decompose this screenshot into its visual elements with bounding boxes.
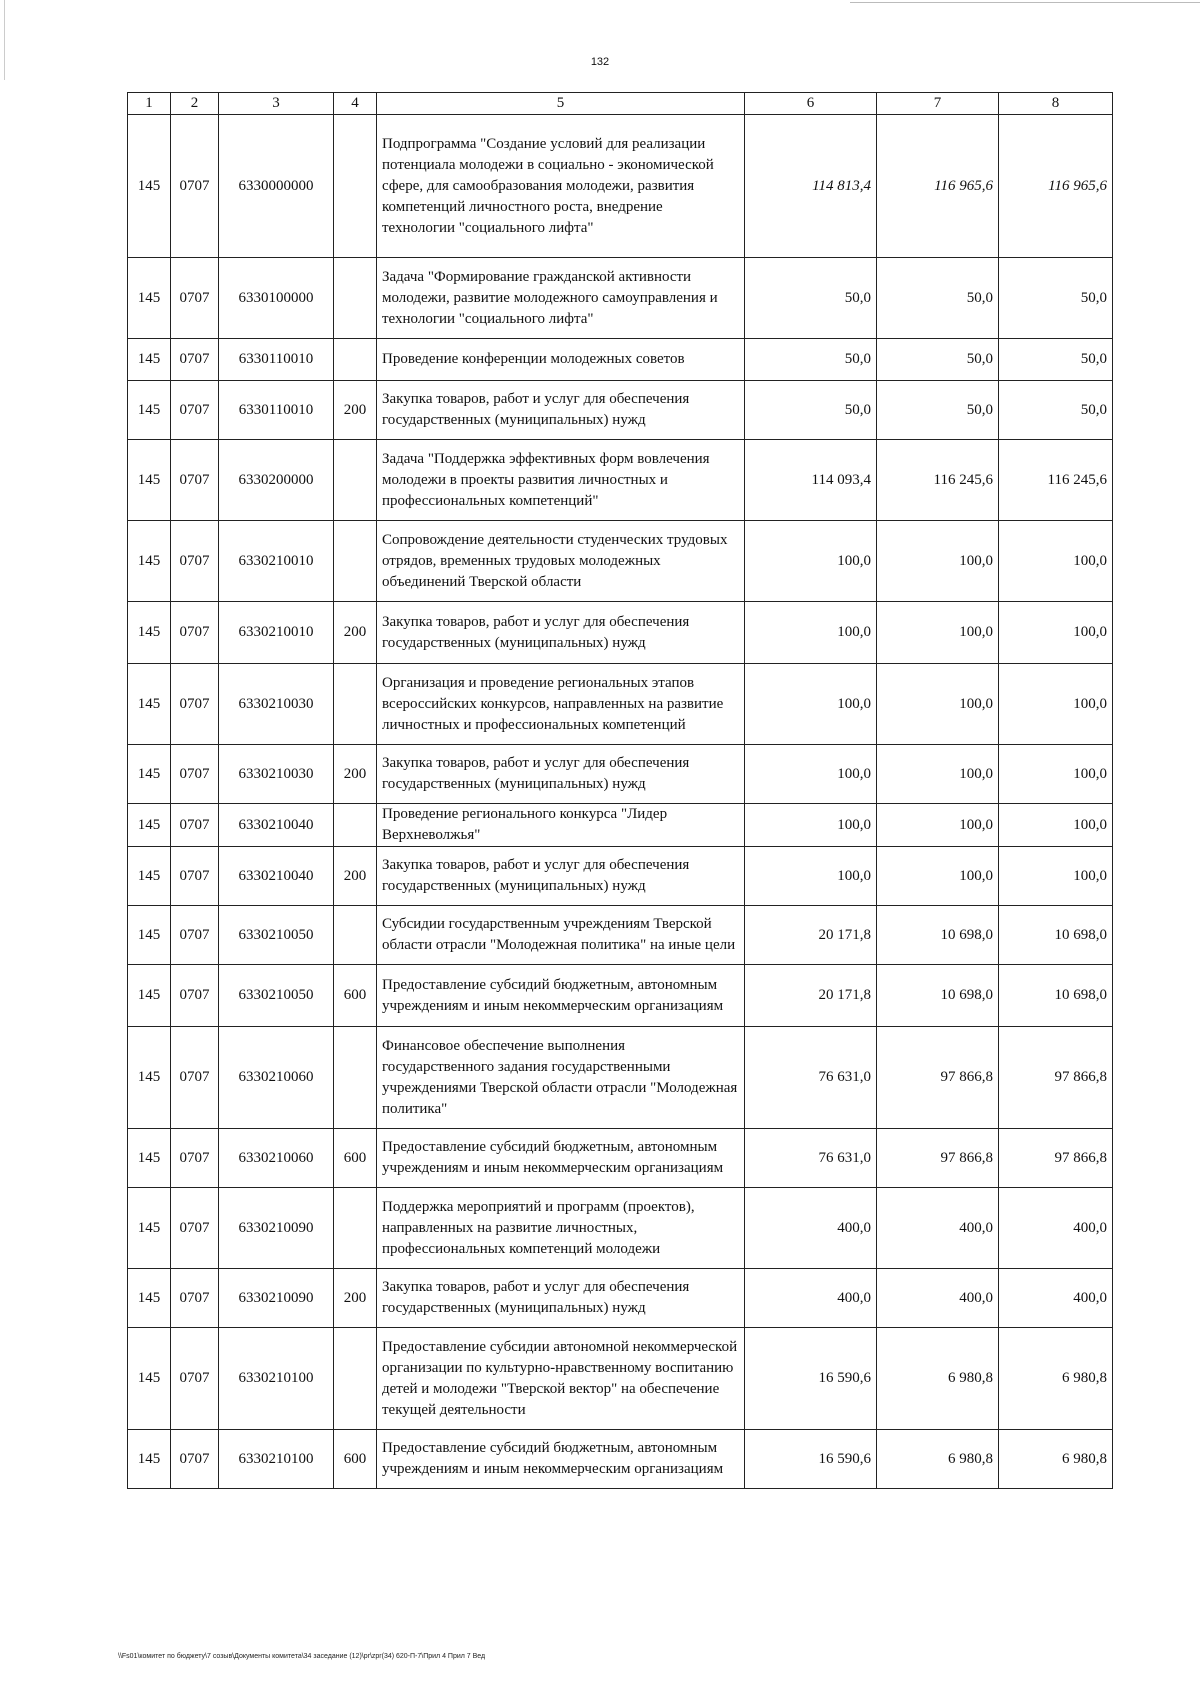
amount-year1-cell: 20 171,8 <box>745 965 877 1027</box>
amount-year2-cell: 10 698,0 <box>877 965 999 1027</box>
table-row <box>128 1129 1113 1188</box>
table-header-row <box>128 93 1113 115</box>
target-article-cell: 6330110010 <box>219 339 334 381</box>
description-cell: Закупка товаров, работ и услуг для обеспечения государственных (муниципальных) нужд <box>377 745 745 804</box>
amount-year3-cell: 6 980,8 <box>999 1328 1113 1430</box>
target-article-cell: 6330210090 <box>219 1188 334 1269</box>
section-code-cell: 0707 <box>171 115 219 258</box>
description-cell: Закупка товаров, работ и услуг для обеспечения государственных (муниципальных) нужд <box>377 381 745 440</box>
target-article-cell: 6330210040 <box>219 804 334 847</box>
description-cell: Сопровождение деятельности студенческих трудовых отрядов, временных трудовых молодежных объединений Тверской области <box>377 521 745 602</box>
amount-year3-cell: 100,0 <box>999 602 1113 664</box>
amount-year2-cell: 400,0 <box>877 1188 999 1269</box>
amount-year3-cell: 116 245,6 <box>999 440 1113 521</box>
target-article-cell: 6330210100 <box>219 1430 334 1489</box>
description-cell: Финансовое обеспечение выполнения государственного задания государственными учреждениями Тверской области отрасли "Молодежная политика" <box>377 1027 745 1129</box>
table-row <box>128 339 1113 381</box>
table-row <box>128 381 1113 440</box>
amount-year1-cell: 114 093,4 <box>745 440 877 521</box>
table-row <box>128 440 1113 521</box>
amount-year1-cell: 16 590,6 <box>745 1430 877 1489</box>
amount-year1-cell: 100,0 <box>745 602 877 664</box>
table-row <box>128 1430 1113 1489</box>
footer-file-path: \\Fs01\комитет по бюджету\7 созыв\Документы комитета\34 заседание (12)\pr\zpr(34) 620-П-7\Прил 4 Прил 7 Вед <box>118 1653 486 1660</box>
amount-year3-cell: 400,0 <box>999 1269 1113 1328</box>
amount-year1-cell: 50,0 <box>745 339 877 381</box>
section-code-cell: 0707 <box>171 804 219 847</box>
amount-year2-cell: 10 698,0 <box>877 906 999 965</box>
amount-year3-cell: 400,0 <box>999 1188 1113 1269</box>
admin-code-cell: 145 <box>128 440 171 521</box>
section-code-cell: 0707 <box>171 602 219 664</box>
table-row <box>128 1027 1113 1129</box>
target-article-cell: 6330100000 <box>219 258 334 339</box>
description-cell: Проведение регионального конкурса "Лидер Верхневолжья" <box>377 804 745 847</box>
target-article-cell: 6330210050 <box>219 906 334 965</box>
amount-year3-cell: 50,0 <box>999 258 1113 339</box>
expense-type-cell: 600 <box>334 1430 377 1489</box>
amount-year1-cell: 400,0 <box>745 1269 877 1328</box>
page-number: 132 <box>590 56 610 68</box>
section-code-cell: 0707 <box>171 521 219 602</box>
admin-code-cell: 145 <box>128 664 171 745</box>
admin-code-cell: 145 <box>128 521 171 602</box>
description-cell: Предоставление субсидий бюджетным, автономным учреждениям и иным некоммерческим организациям <box>377 965 745 1027</box>
expense-type-cell: 600 <box>334 965 377 1027</box>
expense-type-cell <box>334 115 377 258</box>
amount-year2-cell: 100,0 <box>877 804 999 847</box>
amount-year3-cell: 100,0 <box>999 804 1113 847</box>
table-row <box>128 1269 1113 1328</box>
admin-code-cell: 145 <box>128 115 171 258</box>
column-header: 3 <box>219 93 334 115</box>
amount-year2-cell: 50,0 <box>877 258 999 339</box>
expense-type-cell <box>334 521 377 602</box>
amount-year3-cell: 116 965,6 <box>999 115 1113 258</box>
amount-year2-cell: 100,0 <box>877 602 999 664</box>
amount-year1-cell: 16 590,6 <box>745 1328 877 1430</box>
amount-year3-cell: 97 866,8 <box>999 1027 1113 1129</box>
section-code-cell: 0707 <box>171 258 219 339</box>
amount-year2-cell: 6 980,8 <box>877 1430 999 1489</box>
amount-year3-cell: 6 980,8 <box>999 1430 1113 1489</box>
expense-type-cell: 600 <box>334 1129 377 1188</box>
section-code-cell: 0707 <box>171 906 219 965</box>
amount-year2-cell: 100,0 <box>877 745 999 804</box>
description-cell: Предоставление субсидии автономной некоммерческой организации по культурно-нравственному воспитанию детей и молодежи "Тверской вектор" на обеспечение текущей деятельности <box>377 1328 745 1430</box>
amount-year2-cell: 100,0 <box>877 664 999 745</box>
admin-code-cell: 145 <box>128 906 171 965</box>
admin-code-cell: 145 <box>128 847 171 906</box>
expense-type-cell <box>334 339 377 381</box>
expense-type-cell: 200 <box>334 745 377 804</box>
expense-type-cell <box>334 1188 377 1269</box>
amount-year3-cell: 100,0 <box>999 847 1113 906</box>
expense-type-cell <box>334 440 377 521</box>
table-row <box>128 847 1113 906</box>
scan-artifact-line <box>850 2 1200 3</box>
target-article-cell: 6330210010 <box>219 602 334 664</box>
amount-year1-cell: 100,0 <box>745 804 877 847</box>
table-body <box>128 115 1113 1489</box>
amount-year1-cell: 114 813,4 <box>745 115 877 258</box>
section-code-cell: 0707 <box>171 847 219 906</box>
budget-table <box>127 92 1113 1489</box>
section-code-cell: 0707 <box>171 745 219 804</box>
admin-code-cell: 145 <box>128 339 171 381</box>
amount-year2-cell: 116 965,6 <box>877 115 999 258</box>
target-article-cell: 6330000000 <box>219 115 334 258</box>
amount-year1-cell: 50,0 <box>745 258 877 339</box>
scan-artifact-line <box>4 0 5 80</box>
admin-code-cell: 145 <box>128 804 171 847</box>
amount-year3-cell: 10 698,0 <box>999 965 1113 1027</box>
admin-code-cell: 145 <box>128 1430 171 1489</box>
amount-year3-cell: 10 698,0 <box>999 906 1113 965</box>
expense-type-cell <box>334 804 377 847</box>
amount-year1-cell: 76 631,0 <box>745 1027 877 1129</box>
amount-year3-cell: 100,0 <box>999 664 1113 745</box>
amount-year3-cell: 50,0 <box>999 339 1113 381</box>
column-header: 6 <box>745 93 877 115</box>
section-code-cell: 0707 <box>171 965 219 1027</box>
amount-year2-cell: 400,0 <box>877 1269 999 1328</box>
target-article-cell: 6330110010 <box>219 381 334 440</box>
expense-type-cell: 200 <box>334 1269 377 1328</box>
amount-year2-cell: 97 866,8 <box>877 1129 999 1188</box>
admin-code-cell: 145 <box>128 745 171 804</box>
admin-code-cell: 145 <box>128 1129 171 1188</box>
section-code-cell: 0707 <box>171 1328 219 1430</box>
expense-type-cell <box>334 258 377 339</box>
column-header: 4 <box>334 93 377 115</box>
description-cell: Предоставление субсидий бюджетным, автономным учреждениям и иным некоммерческим организациям <box>377 1129 745 1188</box>
section-code-cell: 0707 <box>171 664 219 745</box>
column-header: 1 <box>128 93 171 115</box>
admin-code-cell: 145 <box>128 1188 171 1269</box>
amount-year2-cell: 50,0 <box>877 339 999 381</box>
admin-code-cell: 145 <box>128 1027 171 1129</box>
section-code-cell: 0707 <box>171 1430 219 1489</box>
amount-year1-cell: 20 171,8 <box>745 906 877 965</box>
section-code-cell: 0707 <box>171 1027 219 1129</box>
table-row <box>128 664 1113 745</box>
section-code-cell: 0707 <box>171 1129 219 1188</box>
description-cell: Закупка товаров, работ и услуг для обеспечения государственных (муниципальных) нужд <box>377 847 745 906</box>
target-article-cell: 6330210040 <box>219 847 334 906</box>
description-cell: Закупка товаров, работ и услуг для обеспечения государственных (муниципальных) нужд <box>377 602 745 664</box>
amount-year3-cell: 100,0 <box>999 745 1113 804</box>
expense-type-cell: 200 <box>334 381 377 440</box>
amount-year1-cell: 100,0 <box>745 847 877 906</box>
expense-type-cell: 200 <box>334 847 377 906</box>
table-row <box>128 602 1113 664</box>
column-header: 8 <box>999 93 1113 115</box>
description-cell: Подпрограмма "Создание условий для реализации потенциала молодежи в социально - экономической сфере, для самообразования молодежи, развития компетенций личностного роста, внедрение технологии "социального лифта" <box>377 115 745 258</box>
table-row <box>128 906 1113 965</box>
description-cell: Проведение конференции молодежных советов <box>377 339 745 381</box>
amount-year3-cell: 100,0 <box>999 521 1113 602</box>
admin-code-cell: 145 <box>128 1269 171 1328</box>
description-cell: Предоставление субсидий бюджетным, автономным учреждениям и иным некоммерческим организациям <box>377 1430 745 1489</box>
description-cell: Организация и проведение региональных этапов всероссийских конкурсов, направленных на развитие личностных и профессиональных компетенций <box>377 664 745 745</box>
amount-year3-cell: 50,0 <box>999 381 1113 440</box>
target-article-cell: 6330210100 <box>219 1328 334 1430</box>
description-cell: Закупка товаров, работ и услуг для обеспечения государственных (муниципальных) нужд <box>377 1269 745 1328</box>
description-cell: Поддержка мероприятий и программ (проектов), направленных на развитие личностных, профессиональных компетенций молодежи <box>377 1188 745 1269</box>
description-cell: Задача "Поддержка эффективных форм вовлечения молодежи в проекты развития личностных и профессиональных компетенций" <box>377 440 745 521</box>
amount-year3-cell: 97 866,8 <box>999 1129 1113 1188</box>
column-header: 5 <box>377 93 745 115</box>
expense-type-cell: 200 <box>334 602 377 664</box>
expense-type-cell <box>334 1027 377 1129</box>
target-article-cell: 6330210050 <box>219 965 334 1027</box>
amount-year1-cell: 100,0 <box>745 745 877 804</box>
amount-year1-cell: 100,0 <box>745 521 877 602</box>
target-article-cell: 6330200000 <box>219 440 334 521</box>
amount-year1-cell: 76 631,0 <box>745 1129 877 1188</box>
table-row <box>128 804 1113 847</box>
target-article-cell: 6330210010 <box>219 521 334 602</box>
table-row <box>128 115 1113 258</box>
expense-type-cell <box>334 1328 377 1430</box>
amount-year2-cell: 116 245,6 <box>877 440 999 521</box>
description-cell: Субсидии государственным учреждениям Тверской области отрасли "Молодежная политика" на иные цели <box>377 906 745 965</box>
table-row <box>128 1328 1113 1430</box>
amount-year2-cell: 97 866,8 <box>877 1027 999 1129</box>
section-code-cell: 0707 <box>171 440 219 521</box>
table-row <box>128 258 1113 339</box>
amount-year2-cell: 100,0 <box>877 847 999 906</box>
amount-year2-cell: 100,0 <box>877 521 999 602</box>
target-article-cell: 6330210090 <box>219 1269 334 1328</box>
expense-type-cell <box>334 664 377 745</box>
table-row <box>128 745 1113 804</box>
section-code-cell: 0707 <box>171 1188 219 1269</box>
expense-type-cell <box>334 906 377 965</box>
amount-year2-cell: 6 980,8 <box>877 1328 999 1430</box>
admin-code-cell: 145 <box>128 965 171 1027</box>
admin-code-cell: 145 <box>128 602 171 664</box>
column-header: 2 <box>171 93 219 115</box>
section-code-cell: 0707 <box>171 381 219 440</box>
admin-code-cell: 145 <box>128 1328 171 1430</box>
table-row <box>128 521 1113 602</box>
admin-code-cell: 145 <box>128 381 171 440</box>
table-row <box>128 965 1113 1027</box>
amount-year2-cell: 50,0 <box>877 381 999 440</box>
target-article-cell: 6330210030 <box>219 745 334 804</box>
amount-year1-cell: 50,0 <box>745 381 877 440</box>
amount-year1-cell: 400,0 <box>745 1188 877 1269</box>
target-article-cell: 6330210060 <box>219 1027 334 1129</box>
description-cell: Задача "Формирование гражданской активности молодежи, развитие молодежного самоуправления и технологии "социального лифта" <box>377 258 745 339</box>
target-article-cell: 6330210060 <box>219 1129 334 1188</box>
column-header: 7 <box>877 93 999 115</box>
table-row <box>128 1188 1113 1269</box>
amount-year1-cell: 100,0 <box>745 664 877 745</box>
section-code-cell: 0707 <box>171 339 219 381</box>
target-article-cell: 6330210030 <box>219 664 334 745</box>
section-code-cell: 0707 <box>171 1269 219 1328</box>
admin-code-cell: 145 <box>128 258 171 339</box>
